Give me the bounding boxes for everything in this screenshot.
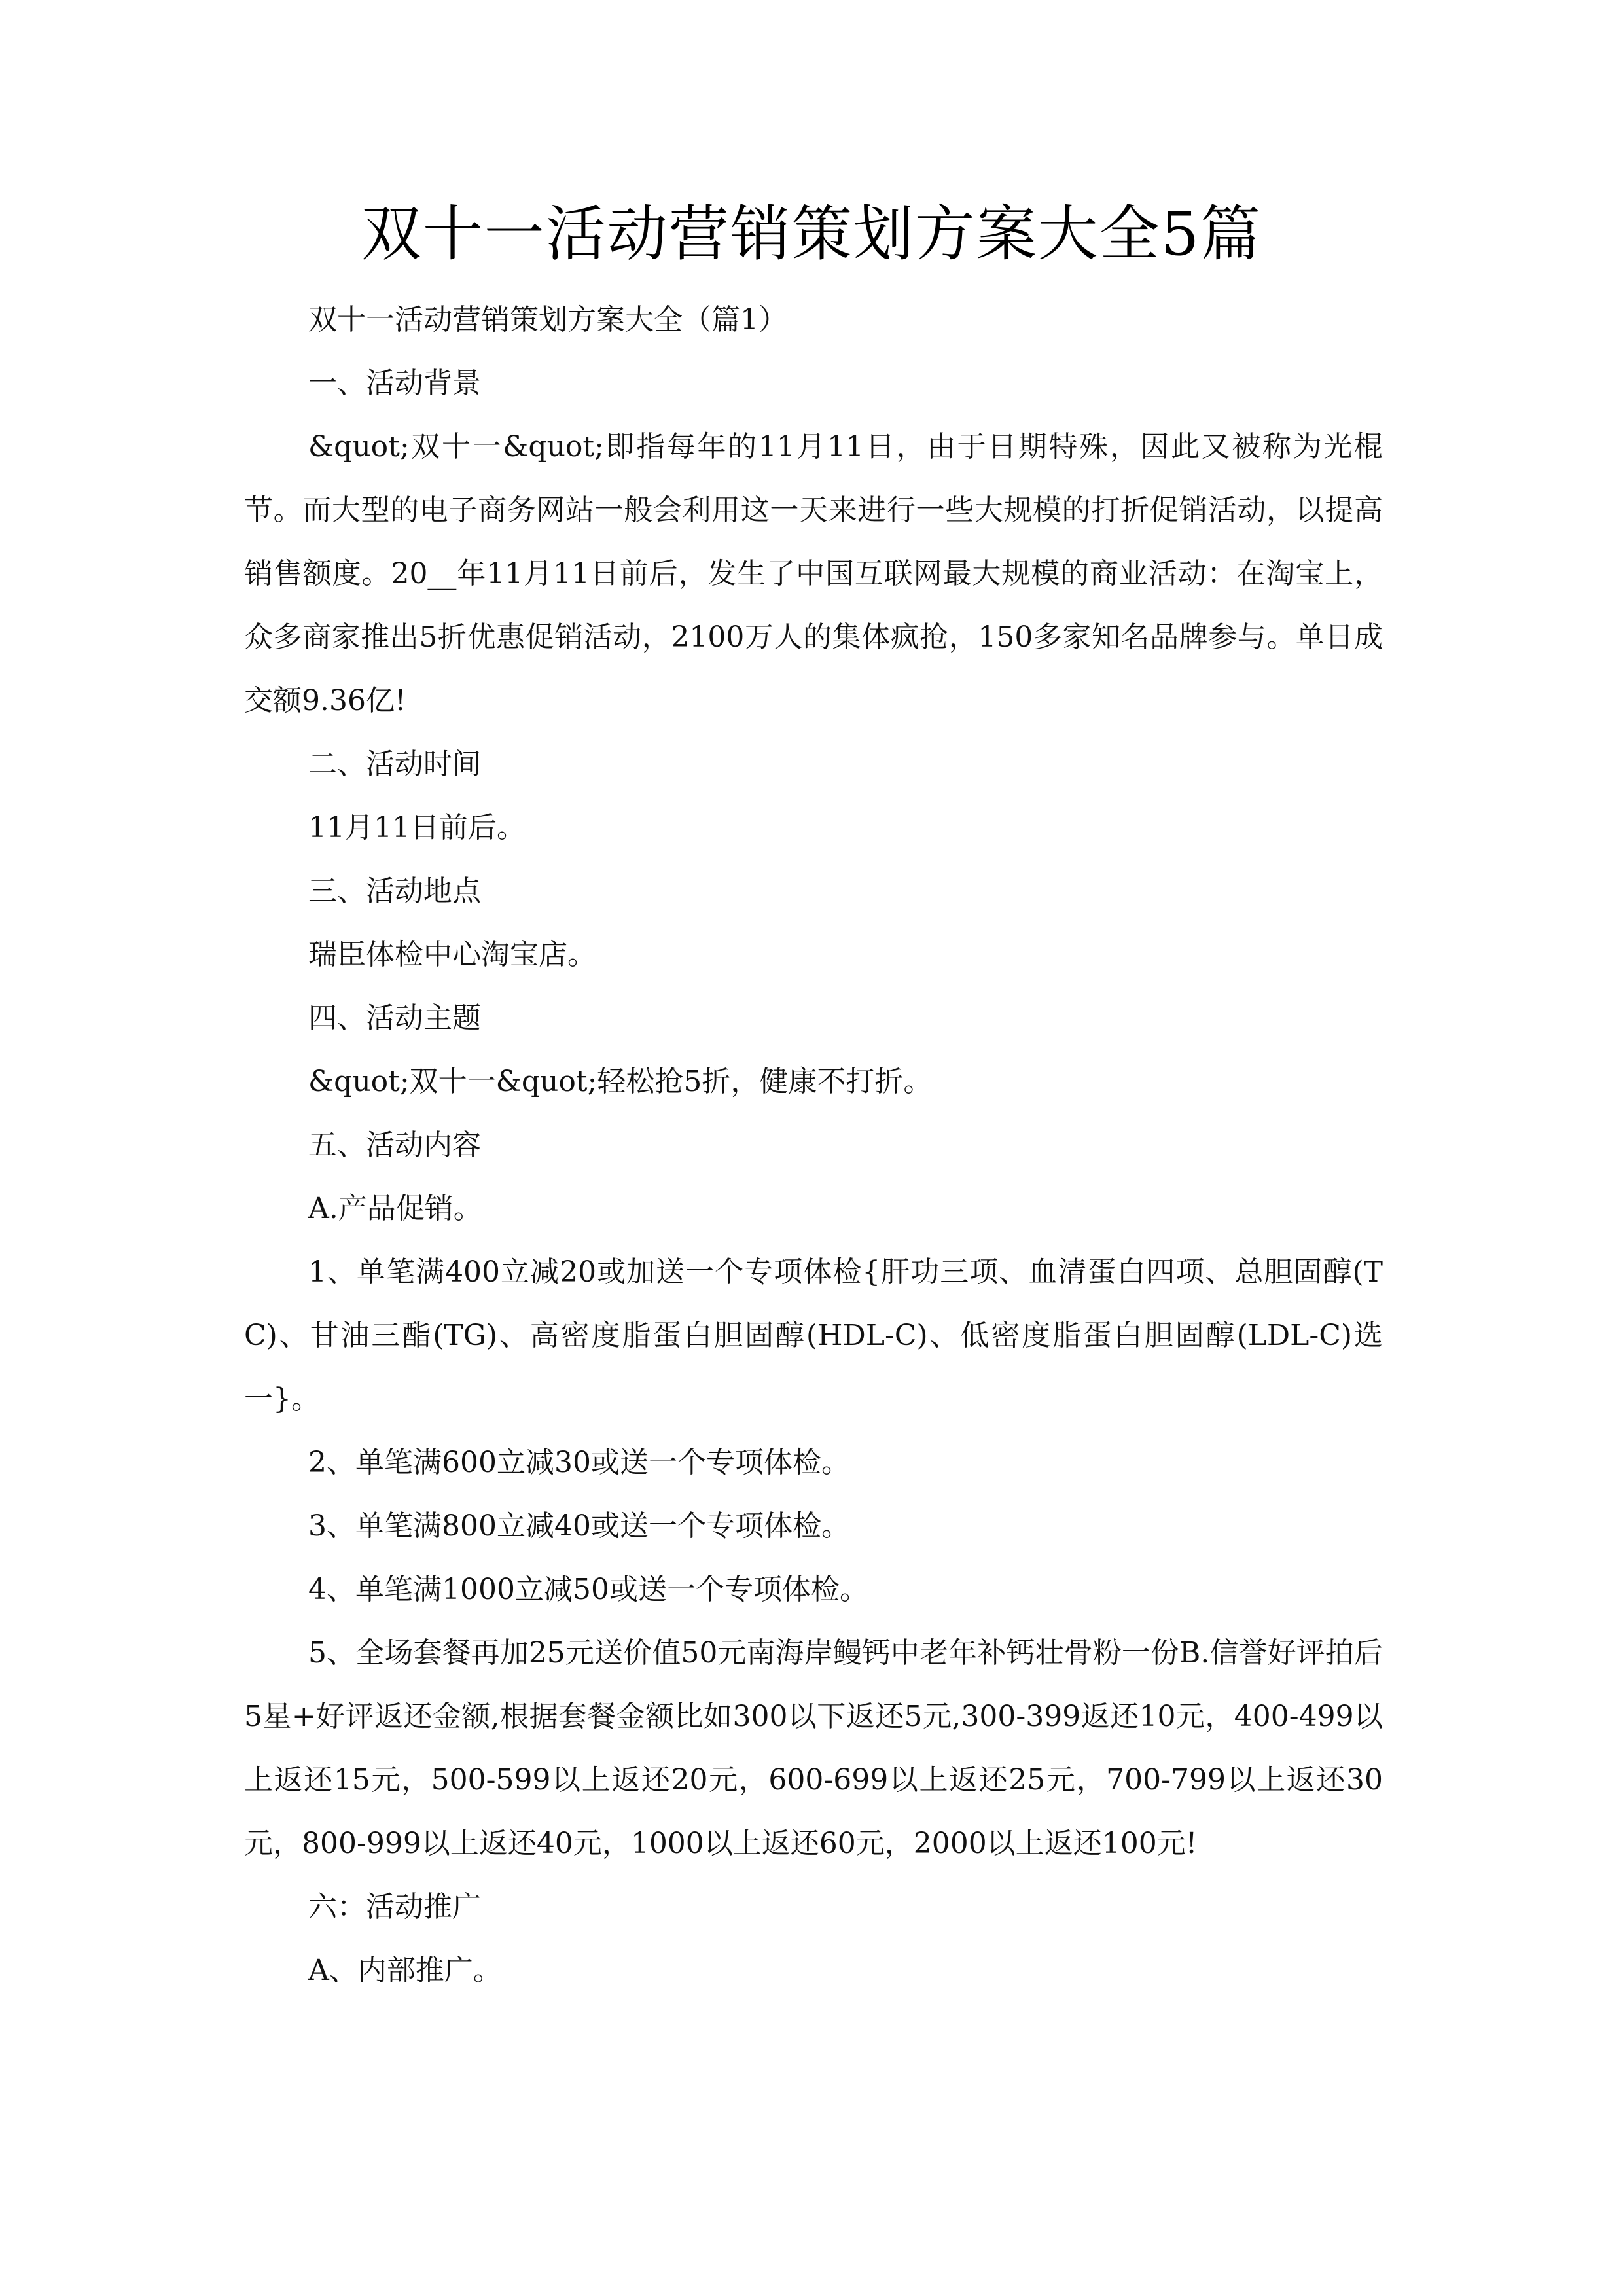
list-item-2: 2、单笔满600立减30或送一个专项体检。 bbox=[308, 1446, 850, 1479]
paragraph-background: &quot;双十一&quot;即指每年的11月11日，由于日期特殊，因此又被称为光棍节。而大型的电子商务网站一般会利用这一天来进行一些大规模的打折促销活动，以提高销售额度。20__年11月11日前后，发生了中国互联网最大规模的商业活动：在淘宝上，众多商家推出5折优惠促销活动，2100万人的集体疯抢，150多家知名品牌参与。单日成交额9.36亿! bbox=[244, 430, 1383, 717]
document-title: 双十一活动营销策划方案大全5篇 bbox=[361, 199, 1262, 269]
paragraph-theme: &quot;双十一&quot;轻松抢5折，健康不打折。 bbox=[308, 1065, 933, 1098]
paragraph-location: 瑞臣体检中心淘宝店。 bbox=[308, 938, 596, 971]
section-subtitle: 双十一活动营销策划方案大全（篇1） bbox=[308, 303, 787, 336]
heading-promotion: 六：活动推广 bbox=[308, 1890, 481, 1924]
heading-time: 二、活动时间 bbox=[308, 747, 481, 781]
list-item-3: 3、单笔满800立减40或送一个专项体检。 bbox=[308, 1509, 850, 1543]
paragraph-time: 11月11日前后。 bbox=[308, 811, 526, 844]
subheading-product-promotion: A.产品促销。 bbox=[308, 1192, 482, 1225]
heading-location: 三、活动地点 bbox=[308, 874, 481, 908]
list-item-5: 5、全场套餐再加25元送价值50元南海岸鳗钙中老年补钙壮骨粉一份B.信誉好评拍后5星+好评返还金额,根据套餐金额比如300以下返还5元,300-399返还10元，400-499以上返还15元，500-599以上返还20元，600-699以上返还25元，700-799以上返还30元，800-999以上返还40元，1000以上返还60元，2000以上返还100元! bbox=[244, 1636, 1383, 1860]
list-item-4: 4、单笔满1000立减50或送一个专项体检。 bbox=[308, 1573, 868, 1606]
heading-theme: 四、活动主题 bbox=[308, 1001, 481, 1035]
list-item-1: 1、单笔满400立减20或加送一个专项体检{肝功三项、血清蛋白四项、总胆固醇(TC)、甘油三酯(TG)、高密度脂蛋白胆固醇(HDL-C)、低密度脂蛋白胆固醇(LDL-C)选一}。 bbox=[244, 1255, 1383, 1416]
heading-background: 一、活动背景 bbox=[308, 367, 481, 400]
document-body bbox=[244, 288, 1383, 2002]
heading-content: 五、活动内容 bbox=[308, 1128, 481, 1162]
subheading-internal-promotion: A、内部推广。 bbox=[308, 1954, 502, 1987]
